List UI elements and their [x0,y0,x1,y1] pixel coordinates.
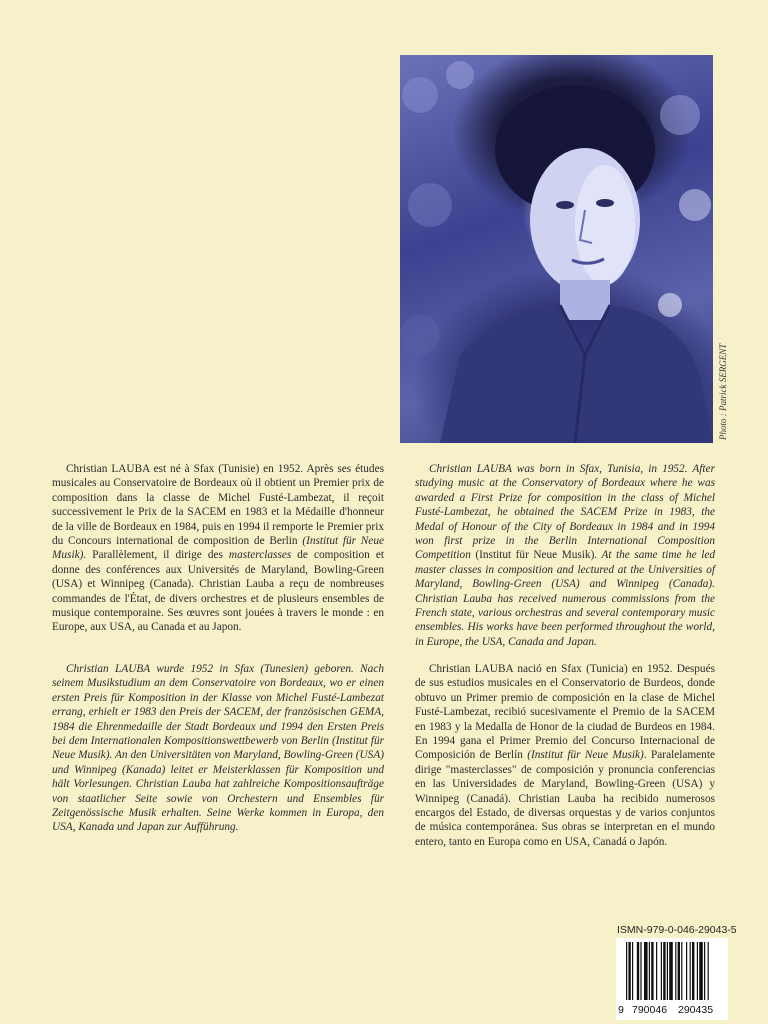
portrait-photo [400,55,713,443]
bio-fr-seg: de composition et donne des conférences aux Universités de Maryland, Bowling-Green (USA) et Winnipeg (Canada). Christian Lauba a reçu de nombreuses commandes de l'État, de divers orchestres et de plusieurs ensembles de musique contemporaine. Ses œuvres sont jouées à travers le monde : en Europe, aux USA, au Canada et au Japon. [52,549,384,634]
bio-es-seg: . Paralelamente dirige "masterclasses" de composición y pronuncia conferencias en las Universidades de Maryland, Bowling-Green (USA) y Winnipeg (Canadá). Christian Lauba ha recibido numerosos encargos del Estado, de diversas orquestas y de varios conjuntos de música contemporánea. Sus obras se interpretan en el mundo entero, tanto en Europa como en USA, Canadá o Japón. [415,749,715,848]
bio-es-seg: Christian LAUBA nació en Sfax (Tunicia) en 1952. Después de sus estudios musicales en el Conservatorio de Burdeos, donde obtuvo un Primer premio de composición en la clase de Michel Fusté-Lambezat, recibió sucesivamente el Premio de la SACEM en 1983 y la Medalla de Honor de la ciudad de Burdeos en 1984. En 1994 gana el Primer Premio del Concurso Internacional de Composición de Berlín [415,663,715,762]
barcode-bar [640,942,641,1000]
barcode-bar [667,942,668,1000]
barcode-digits-right: 290435 [678,1004,714,1016]
barcode-bar [656,942,657,1000]
barcode-bar [651,942,653,1000]
bio-fr-seg: (Institut für Neue Musik) [52,535,384,562]
barcode-bar [626,942,627,1000]
barcode-bar [669,942,673,1000]
barcode-bar [628,942,630,1000]
barcode-bar [649,942,650,1000]
barcode-bar [704,942,705,1000]
barcode-bar [686,942,687,1000]
bio-en-seg: Christian LAUBA was born in Sfax, Tunisia, in 1952. After studying music at the Conservatory of Bordeaux where he was awarded a First Prize for composition in the class of Michel Fusté-Lambezat, he obtained the SACEM Prize in 1983, the Medal of Honour of the City of Bordeaux in 1984 and in 1994 won first prize in the Berlin International Composition Competition [415,463,715,562]
bio-es-seg: (Institut für Neue Musik) [527,749,644,762]
barcode-bar [637,942,639,1000]
barcode-bar [678,942,680,1000]
barcode-bar [708,942,709,1000]
biography-english [415,462,715,649]
barcode-bar [675,942,676,1000]
ismn-number: ISMN-979-0-046-29043-5 [617,924,737,936]
barcode-bar [699,942,703,1000]
barcode-bar [663,942,665,1000]
barcode-digits-left: 790046 [632,1004,668,1016]
barcode-bar [690,942,691,1000]
barcode-digit-prefix: 9 [618,1004,624,1016]
barcode-bar [697,942,698,1000]
barcode-bar [632,942,633,1000]
bio-fr-seg: masterclasses [228,549,292,562]
barcode-bar [692,942,694,1000]
biography-german: Christian LAUBA wurde 1952 in Sfax (Tunesien) geboren. Nach seinem Musikstudium an dem Conservatoire von Bordeaux, wo er einen ersten Preis für Komposition in der Klasse von Michel Fusté-Lambezat errang, erhielt er 1983 den Preis der SACEM, der französischen GEMA, 1984 die Ehrenmedaille der Stadt Bordeaux und 1994 den Ersten Preis bei dem Internationalen Kompositionswettbewerb von Berlin (Institut für Neue Musik). An den Universitäten von Maryland, Bowling-Green (USA) und Winnipeg (Kanada) leitet er Meisterklassen für Komposition und hält Vorlesungen. Christian Lauba hat zahlreiche Kompositionsaufträge von staatlicher Seite sowie von Orchestern und Ensembles für Zeitgenössische Musik erhalten. Seine Werke kommen in Europa, den USA, Kanada und Japan zur Aufführung. [52,663,384,834]
bio-fr-seg: Christian LAUBA est né à Sfax (Tunisie) en 1952. Après ses études musicales au Conservatoire de Bordeaux où il obtient un Premier prix de composition dans la classe de Michel Fusté-Lambezat, il reçoit successivement le Prix de la SACEM en 1983 et la Médaille d'honneur de la ville de Bordeaux en 1984, puis en 1994 il remporte le Premier prix du Concours international de composition de Berlin [52,463,384,548]
bio-en-seg: . At the same time he led master classes in composition and lectured at the Universities of Maryland, Bowling-Green (USA) and Winnipeg (Canada). Christian Lauba has received numerous commissions from the French state, various orchestras and several contemporary music ensembles. His works have been performed throughout the world, in Europe, the USA, Canada and Japan. [415,549,715,648]
biography-spanish [415,662,715,849]
photo-credit: Photo : Patrick SERGENT [718,343,728,440]
bio-en-seg: (Institut für Neue Musik) [475,549,595,562]
biography-french [52,462,384,635]
portrait-illustration [400,55,713,443]
barcode-bar [661,942,662,1000]
barcode-bar [681,942,682,1000]
barcode-bar [644,942,648,1000]
bio-fr-seg: . Parallèlement, il dirige des [83,549,229,562]
